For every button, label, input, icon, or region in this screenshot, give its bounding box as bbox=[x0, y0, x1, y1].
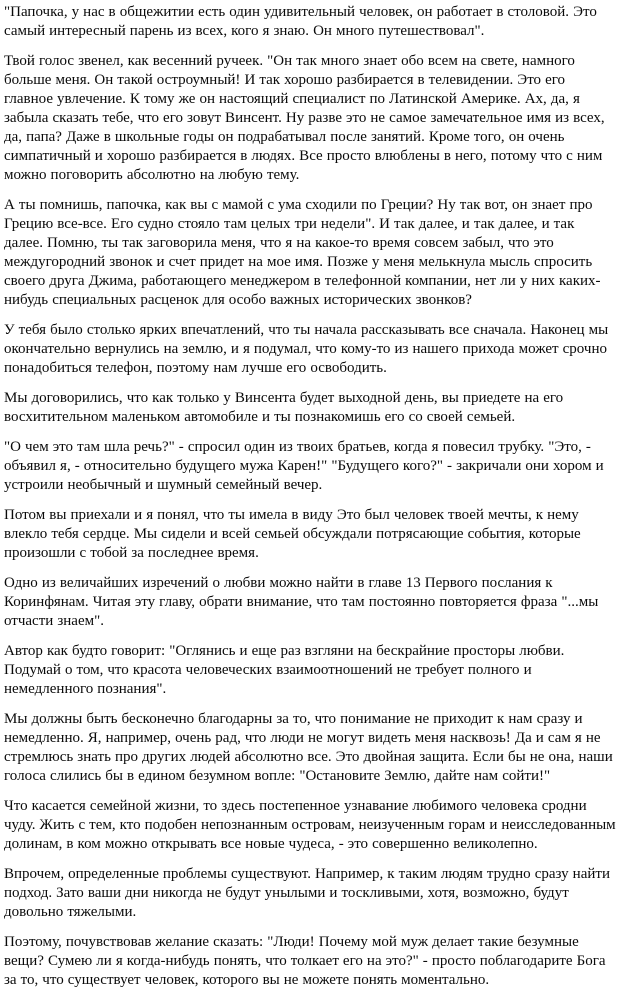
paragraph: Твой голос звенел, как весенний ручеек. "Он так много знает обо всем на свете, намного больше меня. Он такой остроумный! И так хорошо разбирается в телевидении. Это его главное увлечение. К тому же он настоящий специалист по Латинской Америке. Ах, да, я забыла сказать тебе, что его зовут Винсент. Ну разве это не самое замечательное имя из всех, да, папа? Даже в школьные годы он подрабатывал после занятий. Кроме того, он очень симпатичный и хорошо разбирается в людях. Все просто влюблены в него, потому что с ним можно поговорить абсолютно на любую тему. bbox=[4, 53, 605, 183]
paragraph: "О чем это там шла речь?" - спросил один из твоих братьев, когда я повесил трубку. "Это, - объявил я, - относительно будущего мужа Карен!" "Будущего кого?" - закричали они хором и устроили необычный и шумный семейный вечер. bbox=[4, 439, 604, 493]
paragraph: "Папочка, у нас в общежитии есть один удивительный человек, он работает в столовой. Это самый интересный парень из всех, кого я знаю. Он много путешествовал". bbox=[4, 4, 597, 39]
paragraph: Потом вы приехали и я понял, что ты имела в виду Это был человек твоей мечты, к нему влекло тебя сердце. Мы сидели и всей семьей обсуждали потрясающие события, которые произошли с тобой за последнее время. bbox=[4, 507, 581, 561]
paragraph: Впрочем, определенные проблемы существуют. Например, к таким людям трудно сразу найти подход. Зато ваши дни никогда не будут унылыми и тоскливыми, хотя, возможно, будут довольно тяжелыми. bbox=[4, 866, 610, 920]
paragraph: А ты помнишь, папочка, как вы с мамой с ума сходили по Греции? Ну так вот, он знает про Грецию все-все. Его судно стояло там целых три недели". И так далее, и так далее, и так далее. Помню, ты так заговорила меня, что я на какое-то время совсем забыл, что это междугородний звонок и счет придет на мое имя. Позже у меня мелькнула мысль спросить своего друга Джима, работающего менеджером в телефонной компании, нет ли у них каких-нибудь специальных расценок для особо важных исторических звонков? bbox=[4, 197, 601, 308]
paragraph: Мы договорились, что как только у Винсента будет выходной день, вы приедете на его восхитительном маленьком автомобиле и ты познакомишь его со своей семьей. bbox=[4, 390, 564, 425]
paragraph: Одно из величайших изречений о любви можно найти в главе 13 Первого послания к Коринфянам. Читая эту главу, обрати внимание, что там постоянно повторяется фраза "...мы отчасти знаем". bbox=[4, 575, 599, 629]
paragraph: Автор как будто говорит: "Оглянись и еще раз взгляни на бескрайние просторы любви. Подумай о том, что красота человеческих взаимоотношений не требует полного и немедленного познания". bbox=[4, 643, 565, 697]
paragraph: Мы должны быть бесконечно благодарны за то, что понимание не приходит к нам сразу и немедленно. Я, например, очень рад, что люди не могут видеть меня насквозь! Да и сам я не стремлюсь знать про других людей абсолютно все. Это двойная защита. Если бы не она, наши голоса слились бы в едином безумном вопле: "Остановите Землю, дайте нам сойти!" bbox=[4, 711, 613, 784]
paragraph: Поэтому, почувствовав желание сказать: "Люди! Почему мой муж делает такие безумные вещи? Сумею ли я когда-нибудь понять, что толкает его на это?" - просто поблагодарите Бога за то, что существует человек, которого вы не можете понять моментально. bbox=[4, 934, 606, 988]
paragraph: У тебя было столько ярких впечатлений, что ты начала рассказывать все сначала. Наконец мы окончательно вернулись на землю, и я подумал, что кому-то из нашего прихода может срочно понадобиться телефон, поэтому нам лучше его освободить. bbox=[4, 322, 609, 376]
paragraph: Что касается семейной жизни, то здесь постепенное узнавание любимого человека сродни чуду. Жить с тем, кто подобен непознанным островам, неизученным горам и неисследованным долинам, в ком можно открывать все новые чудеса, - это совершенно великолепно. bbox=[4, 798, 616, 852]
